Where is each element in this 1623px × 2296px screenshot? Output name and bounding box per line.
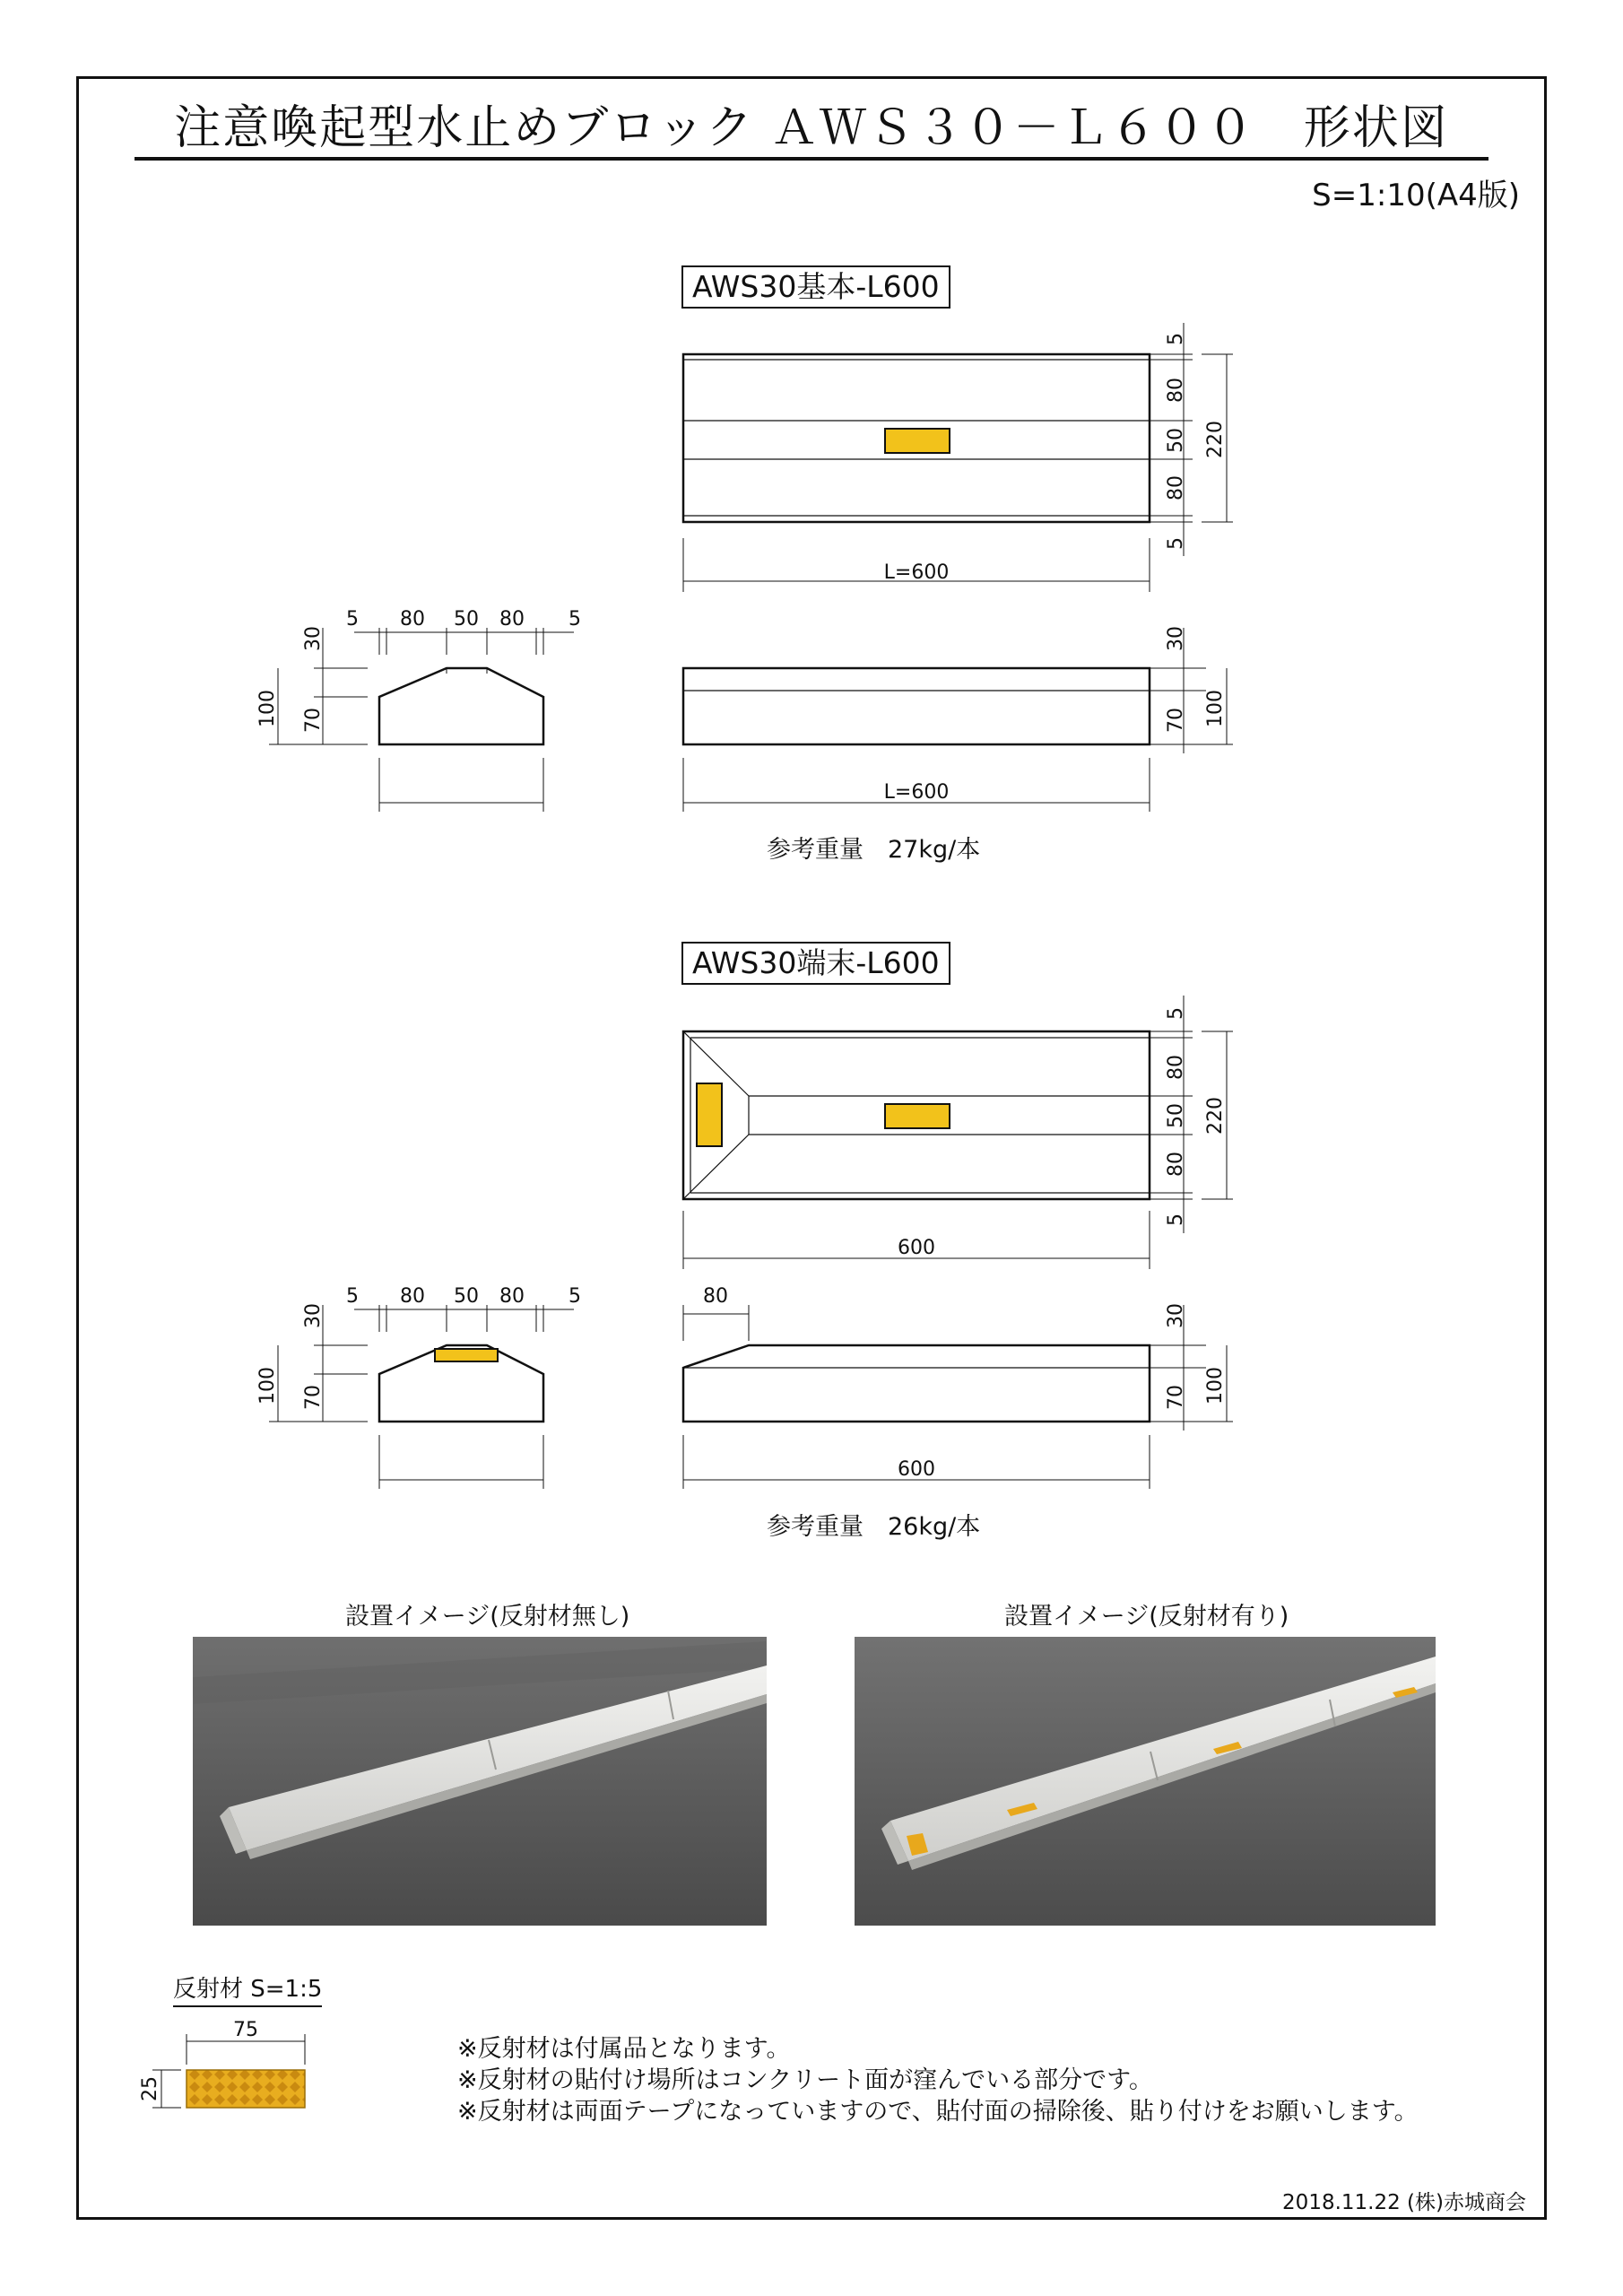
basic-dim-side-length: L=600: [883, 781, 950, 804]
end-section-reflector-mark: [435, 1349, 498, 1361]
svg-text:100: 100: [256, 1367, 279, 1405]
basic-block-label: AWS30基本-L600: [681, 265, 950, 309]
end-reflector-mark-front: [697, 1083, 722, 1146]
svg-text:80: 80: [499, 1285, 525, 1308]
svg-text:5: 5: [1165, 537, 1187, 550]
svg-text:100: 100: [256, 690, 279, 727]
svg-text:50: 50: [454, 608, 479, 631]
reflector-sample: [187, 2070, 305, 2108]
note-1: ※反射材は付属品となります。: [457, 2035, 791, 2063]
basic-side-outline: [683, 668, 1150, 744]
installation-photo-no-reflector: [193, 1637, 767, 1926]
footer-date-company: 2018.11.22 (株)赤城商会: [1282, 2191, 1526, 2214]
svg-text:600: 600: [898, 1458, 935, 1481]
basic-section-outline: [379, 668, 543, 744]
note-2: ※反射材の貼付け場所はコンクリート面が窪んでいる部分です。: [457, 2066, 1153, 2094]
end-reflector-mark-top: [885, 1104, 950, 1128]
basic-dim-top-length: L=600: [883, 561, 950, 584]
svg-text:5: 5: [568, 1285, 581, 1308]
svg-text:70: 70: [302, 1385, 325, 1410]
svg-text:80: 80: [1165, 475, 1187, 500]
basic-weight: 参考重量 27kg/本: [767, 836, 981, 864]
svg-text:80: 80: [703, 1285, 728, 1308]
svg-text:30: 30: [1165, 626, 1187, 651]
svg-text:70: 70: [1165, 1385, 1187, 1410]
svg-text:50: 50: [454, 1285, 479, 1308]
svg-text:30: 30: [1165, 1303, 1187, 1328]
svg-text:50: 50: [1165, 1103, 1187, 1128]
svg-text:100: 100: [1204, 1367, 1227, 1405]
page-title: 注意喚起型水止めブロック ＡＷＳ３０－Ｌ６００ 形状図: [135, 94, 1488, 161]
svg-text:100: 100: [1204, 690, 1227, 727]
svg-text:80: 80: [1165, 1055, 1187, 1080]
end-block-label: AWS30端末-L600: [681, 942, 950, 985]
reflector-detail-drawing: [126, 2018, 359, 2135]
svg-text:5: 5: [346, 608, 359, 631]
svg-text:600: 600: [898, 1237, 935, 1259]
svg-text:80: 80: [1165, 378, 1187, 403]
svg-text:70: 70: [1165, 708, 1187, 733]
svg-text:220: 220: [1204, 421, 1227, 458]
svg-text:30: 30: [302, 1303, 325, 1328]
svg-text:75: 75: [233, 2019, 258, 2041]
svg-text:30: 30: [302, 626, 325, 651]
note-3: ※反射材は両面テープになっていますので、貼付面の掃除後、貼り付けをお願いします。: [457, 2098, 1419, 2126]
svg-text:70: 70: [302, 708, 325, 733]
svg-text:5: 5: [1165, 333, 1187, 345]
svg-text:50: 50: [1165, 428, 1187, 453]
reflector-detail-label: 反射材 S=1:5: [173, 1970, 322, 2007]
svg-text:220: 220: [1204, 1097, 1227, 1135]
photo-caption-with-reflector: 設置イメージ(反射材有り): [1004, 1603, 1289, 1631]
svg-text:5: 5: [1165, 1007, 1187, 1020]
installation-photo-with-reflector: [855, 1637, 1436, 1926]
svg-text:80: 80: [400, 608, 425, 631]
photo-caption-no-reflector: 設置イメージ(反射材無し): [345, 1603, 630, 1631]
basic-reflector-mark: [885, 429, 950, 453]
svg-text:80: 80: [499, 608, 525, 631]
svg-text:5: 5: [568, 608, 581, 631]
svg-text:25: 25: [139, 2076, 161, 2101]
svg-text:5: 5: [346, 1285, 359, 1308]
svg-text:5: 5: [1165, 1213, 1187, 1226]
end-weight: 参考重量 26kg/本: [767, 1513, 981, 1541]
drawing-scale: S=1:10(A4版): [1312, 178, 1520, 213]
svg-text:80: 80: [400, 1285, 425, 1308]
end-side-outline: [683, 1345, 1150, 1422]
svg-text:80: 80: [1165, 1152, 1187, 1177]
basic-block-drawing: [0, 0, 1623, 897]
